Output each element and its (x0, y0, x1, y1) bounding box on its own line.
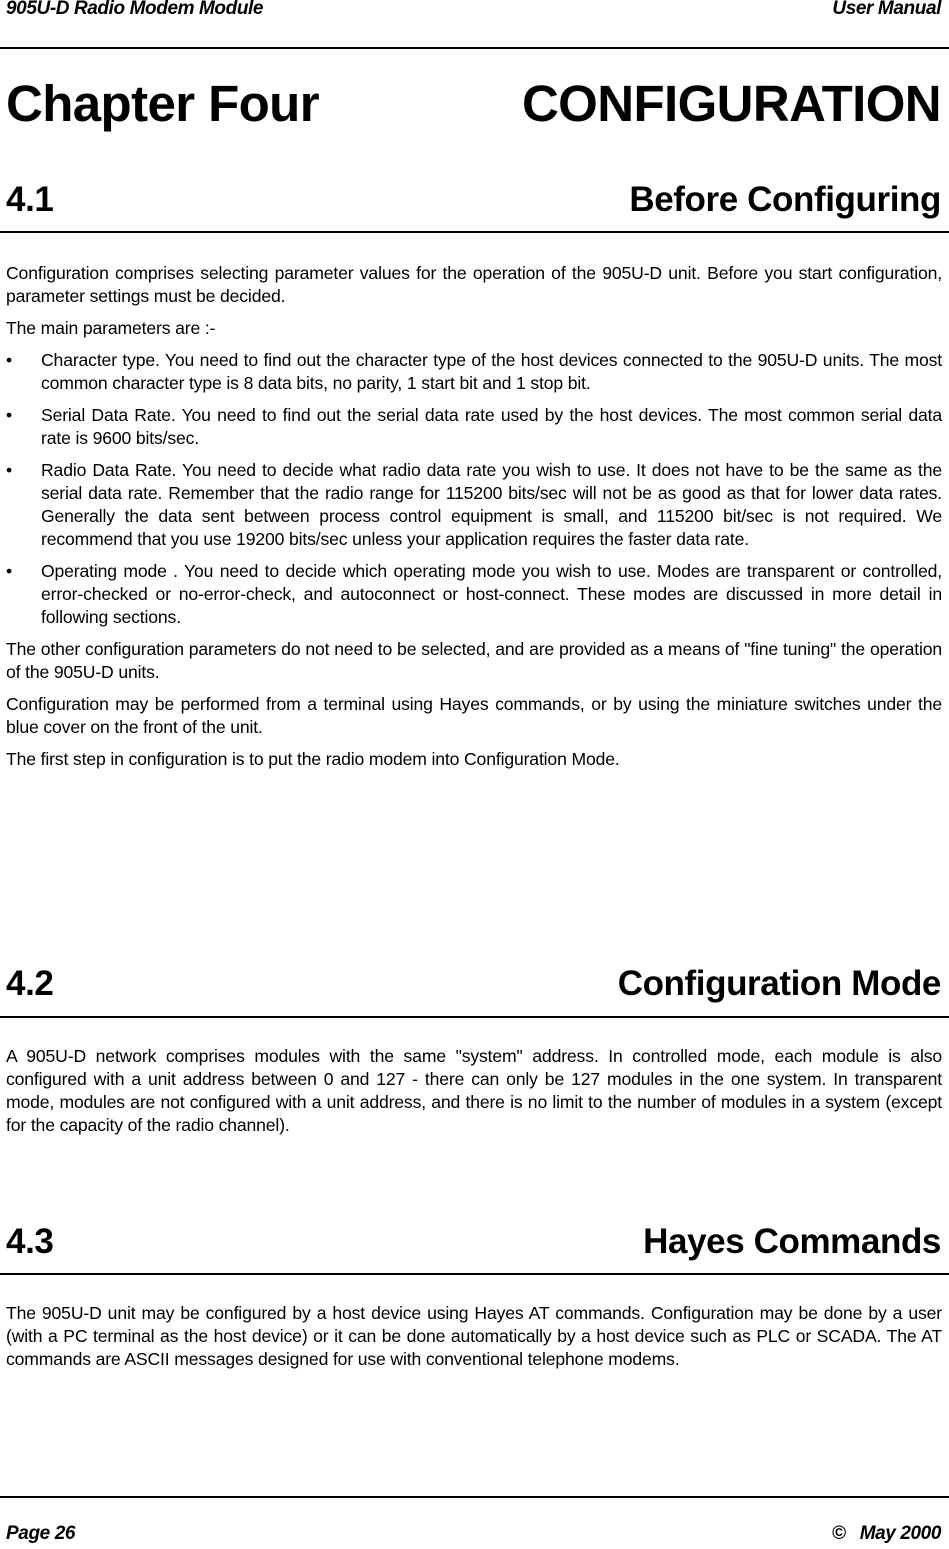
list-item-text: Operating mode . You need to decide which operating mode you wish to use. Modes are transparent or controlled, error-checked or no-error-check, and autoconnect or host-connect. These modes are discussed in more detail in following sections. (41, 561, 942, 627)
list-item (6, 560, 942, 629)
section-body-4-2 (6, 1045, 942, 1146)
bullet-icon: • (6, 460, 13, 480)
section-rule-4-2 (0, 1016, 949, 1018)
section-number: 4.1 (6, 180, 54, 219)
section-body-4-3 (6, 1302, 942, 1380)
bullet-icon: • (6, 350, 13, 370)
paragraph: The main parameters are :- (6, 318, 216, 338)
paragraph: The 905U-D unit may be configured by a host device using Hayes AT commands. Configuration may be done by a user (with a PC terminal as the host device) or it can be done automatically by a host device such as PLC or SCADA. The AT commands are ASCII messages designed for use with conventional telephone modems. (6, 1303, 942, 1369)
publication-date: May 2000 (859, 1523, 941, 1544)
bullet-icon: • (6, 561, 13, 581)
header-document-type: User Manual (832, 0, 941, 19)
header-rule (0, 47, 949, 49)
list-item (6, 404, 942, 450)
section-number: 4.3 (6, 1222, 54, 1261)
section-rule-4-1 (0, 231, 949, 233)
section-title: Configuration Mode (617, 964, 941, 1003)
list-item-text: Radio Data Rate. You need to decide what radio data rate you wish to use. It does not have to be the same as the serial data rate. Remember that the radio range for 115200 bits/sec will not be as good as that for lower data rates. Generally the data sent between process control equipment is small, and 115200 bit/sec is not required. We recommend that you use 19200 bits/sec unless your application requires the faster data rate. (41, 460, 942, 549)
chapter-title (4, 74, 941, 134)
section-body-4-1 (6, 262, 942, 780)
running-header (4, 0, 941, 22)
chapter-label: Chapter Four (6, 75, 319, 132)
page-number: Page 26 (6, 1523, 76, 1544)
header-product-title: 905U-D Radio Modem Module (6, 0, 264, 19)
list-item-text: Serial Data Rate. You need to find out the serial data rate used by the host devices. The most common serial data rate is 9600 bits/sec. (41, 405, 942, 448)
section-heading-4-2 (4, 964, 941, 1004)
footer-date-block (832, 1521, 941, 1547)
section-rule-4-3 (0, 1273, 949, 1275)
section-title: Hayes Commands (643, 1222, 941, 1261)
chapter-name: CONFIGURATION (521, 75, 941, 132)
paragraph: Configuration may be performed from a terminal using Hayes commands, or by using the miniature switches under the blue cover on the front of the unit. (6, 694, 942, 737)
running-footer (4, 1521, 941, 1547)
parameter-list (6, 349, 942, 629)
list-item-text: Character type. You need to find out the character type of the host devices connected to the 905U-D units. The most common character type is 8 data bits, no parity, 1 start bit and 1 stop bit. (41, 350, 942, 393)
section-heading-4-3 (4, 1222, 941, 1262)
bullet-icon: • (6, 405, 13, 425)
footer-rule (0, 1496, 949, 1498)
list-item (6, 459, 942, 551)
paragraph: Configuration comprises selecting parameter values for the operation of the 905U-D unit. Before you start configuration, parameter settings must be decided. (6, 263, 942, 306)
section-heading-4-1 (4, 180, 941, 220)
section-title: Before Configuring (629, 180, 941, 219)
paragraph: The other configuration parameters do not need to be selected, and are provided as a means of "fine tuning" the operation of the 905U-D units. (6, 639, 942, 682)
list-item (6, 349, 942, 395)
copyright-icon: © (832, 1523, 846, 1544)
paragraph: A 905U-D network comprises modules with the same "system" address. In controlled mode, each module is also configured with a unit address between 0 and 127 - there can only be 127 modules in the one system. In transparent mode, modules are not configured with a unit address, and there is no limit to the number of modules in a system (except for the capacity of the radio channel). (6, 1046, 942, 1135)
section-number: 4.2 (6, 964, 54, 1003)
paragraph: The first step in configuration is to put the radio modem into Configuration Mode. (6, 749, 620, 769)
